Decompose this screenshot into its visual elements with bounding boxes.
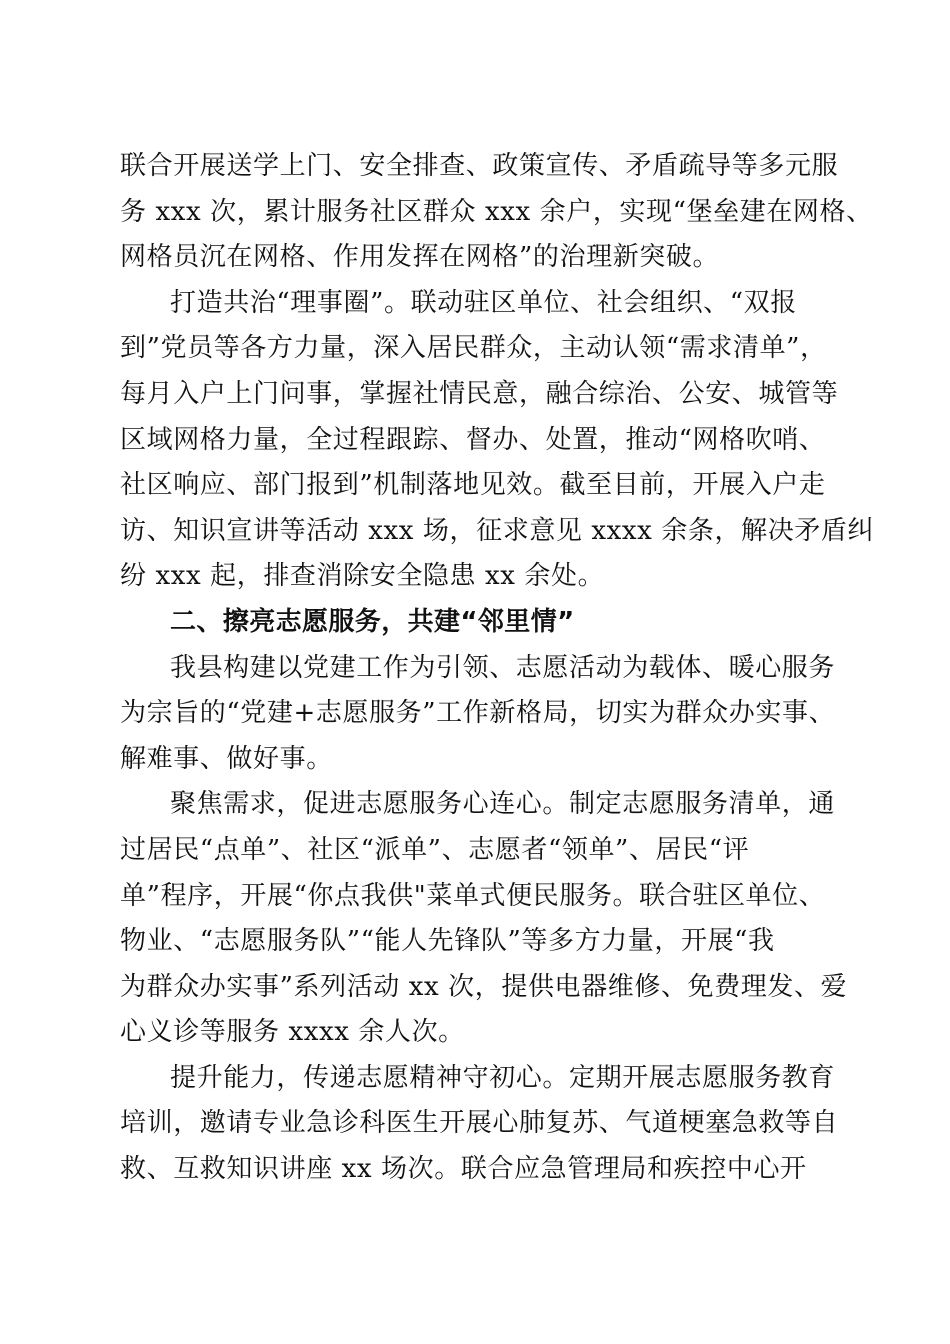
text-line: 为宗旨的“党建+志愿服务”工作新格局，切实为群众办实事、 — [120, 698, 836, 729]
text-line: 救、互救知识讲座 xx 场次。联合应急管理局和疾控中心开 — [120, 1154, 807, 1185]
text-line: 每月入户上门问事，掌握社情民意，融合综治、公安、城管等 — [120, 378, 839, 409]
text-line: 社区响应、部门报到”机制落地见效。截至目前，开展入户走 — [120, 470, 826, 501]
text-line: 访、知识宣讲等活动 xxx 场，征求意见 xxxx 余条，解决矛盾纠 — [120, 515, 875, 546]
paragraph-first-line: 打造共治“理事圈”。联动驻区单位、社会组织、“双报 — [170, 287, 797, 318]
section-heading: 二、擦亮志愿服务，共建“邻里情” — [170, 606, 575, 637]
paragraph-first-line: 提升能力，传递志愿精神守初心。定期开展志愿服务教育 — [170, 1062, 836, 1093]
text-line: 务 xxx 次，累计服务社区群众 xxx 余户，实现“堡垒建在网格、 — [120, 196, 873, 227]
text-line: 到”党员等各方力量，深入居民群众，主动认领“需求清单”， — [120, 333, 827, 364]
text-line: 区域网格力量，全过程跟踪、督办、处置，推动“网格吹哨、 — [120, 424, 826, 455]
text-line: 联合开展送学上门、安全排查、政策宣传、矛盾疏导等多元服 — [120, 151, 839, 181]
text-line: 为群众办实事”系列活动 xx 次，提供电器维修、免费理发、爱 — [120, 971, 848, 1002]
text-line: 网格员沉在网格、作用发挥在网格”的治理新突破。 — [120, 242, 720, 273]
text-line: 纷 xxx 起，排查消除安全隐患 xx 余处。 — [120, 561, 605, 592]
text-line: 心义诊等服务 xxxx 余人次。 — [120, 1017, 465, 1048]
text-line: 解难事、做好事。 — [120, 743, 333, 774]
text-line: 物业、“志愿服务队”“能人先锋队”等多方力量，开展“我 — [120, 926, 775, 957]
text-line: 培训，邀请专业急诊科医生开展心肺复苏、气道梗塞急救等自 — [120, 1108, 839, 1139]
text-line: 单”程序，开展“你点我供"菜单式便民服务。联合驻区单位、 — [120, 880, 826, 911]
text-line: 过居民“点单”、社区“派单”、志愿者“领单”、居民“评 — [120, 834, 750, 865]
paragraph-first-line: 聚焦需求，促进志愿服务心连心。制定志愿服务清单，通 — [170, 789, 836, 820]
document-page — [120, 144, 875, 1193]
paragraph-first-line: 我县构建以党建工作为引领、志愿活动为载体、暖心服务 — [170, 652, 836, 683]
